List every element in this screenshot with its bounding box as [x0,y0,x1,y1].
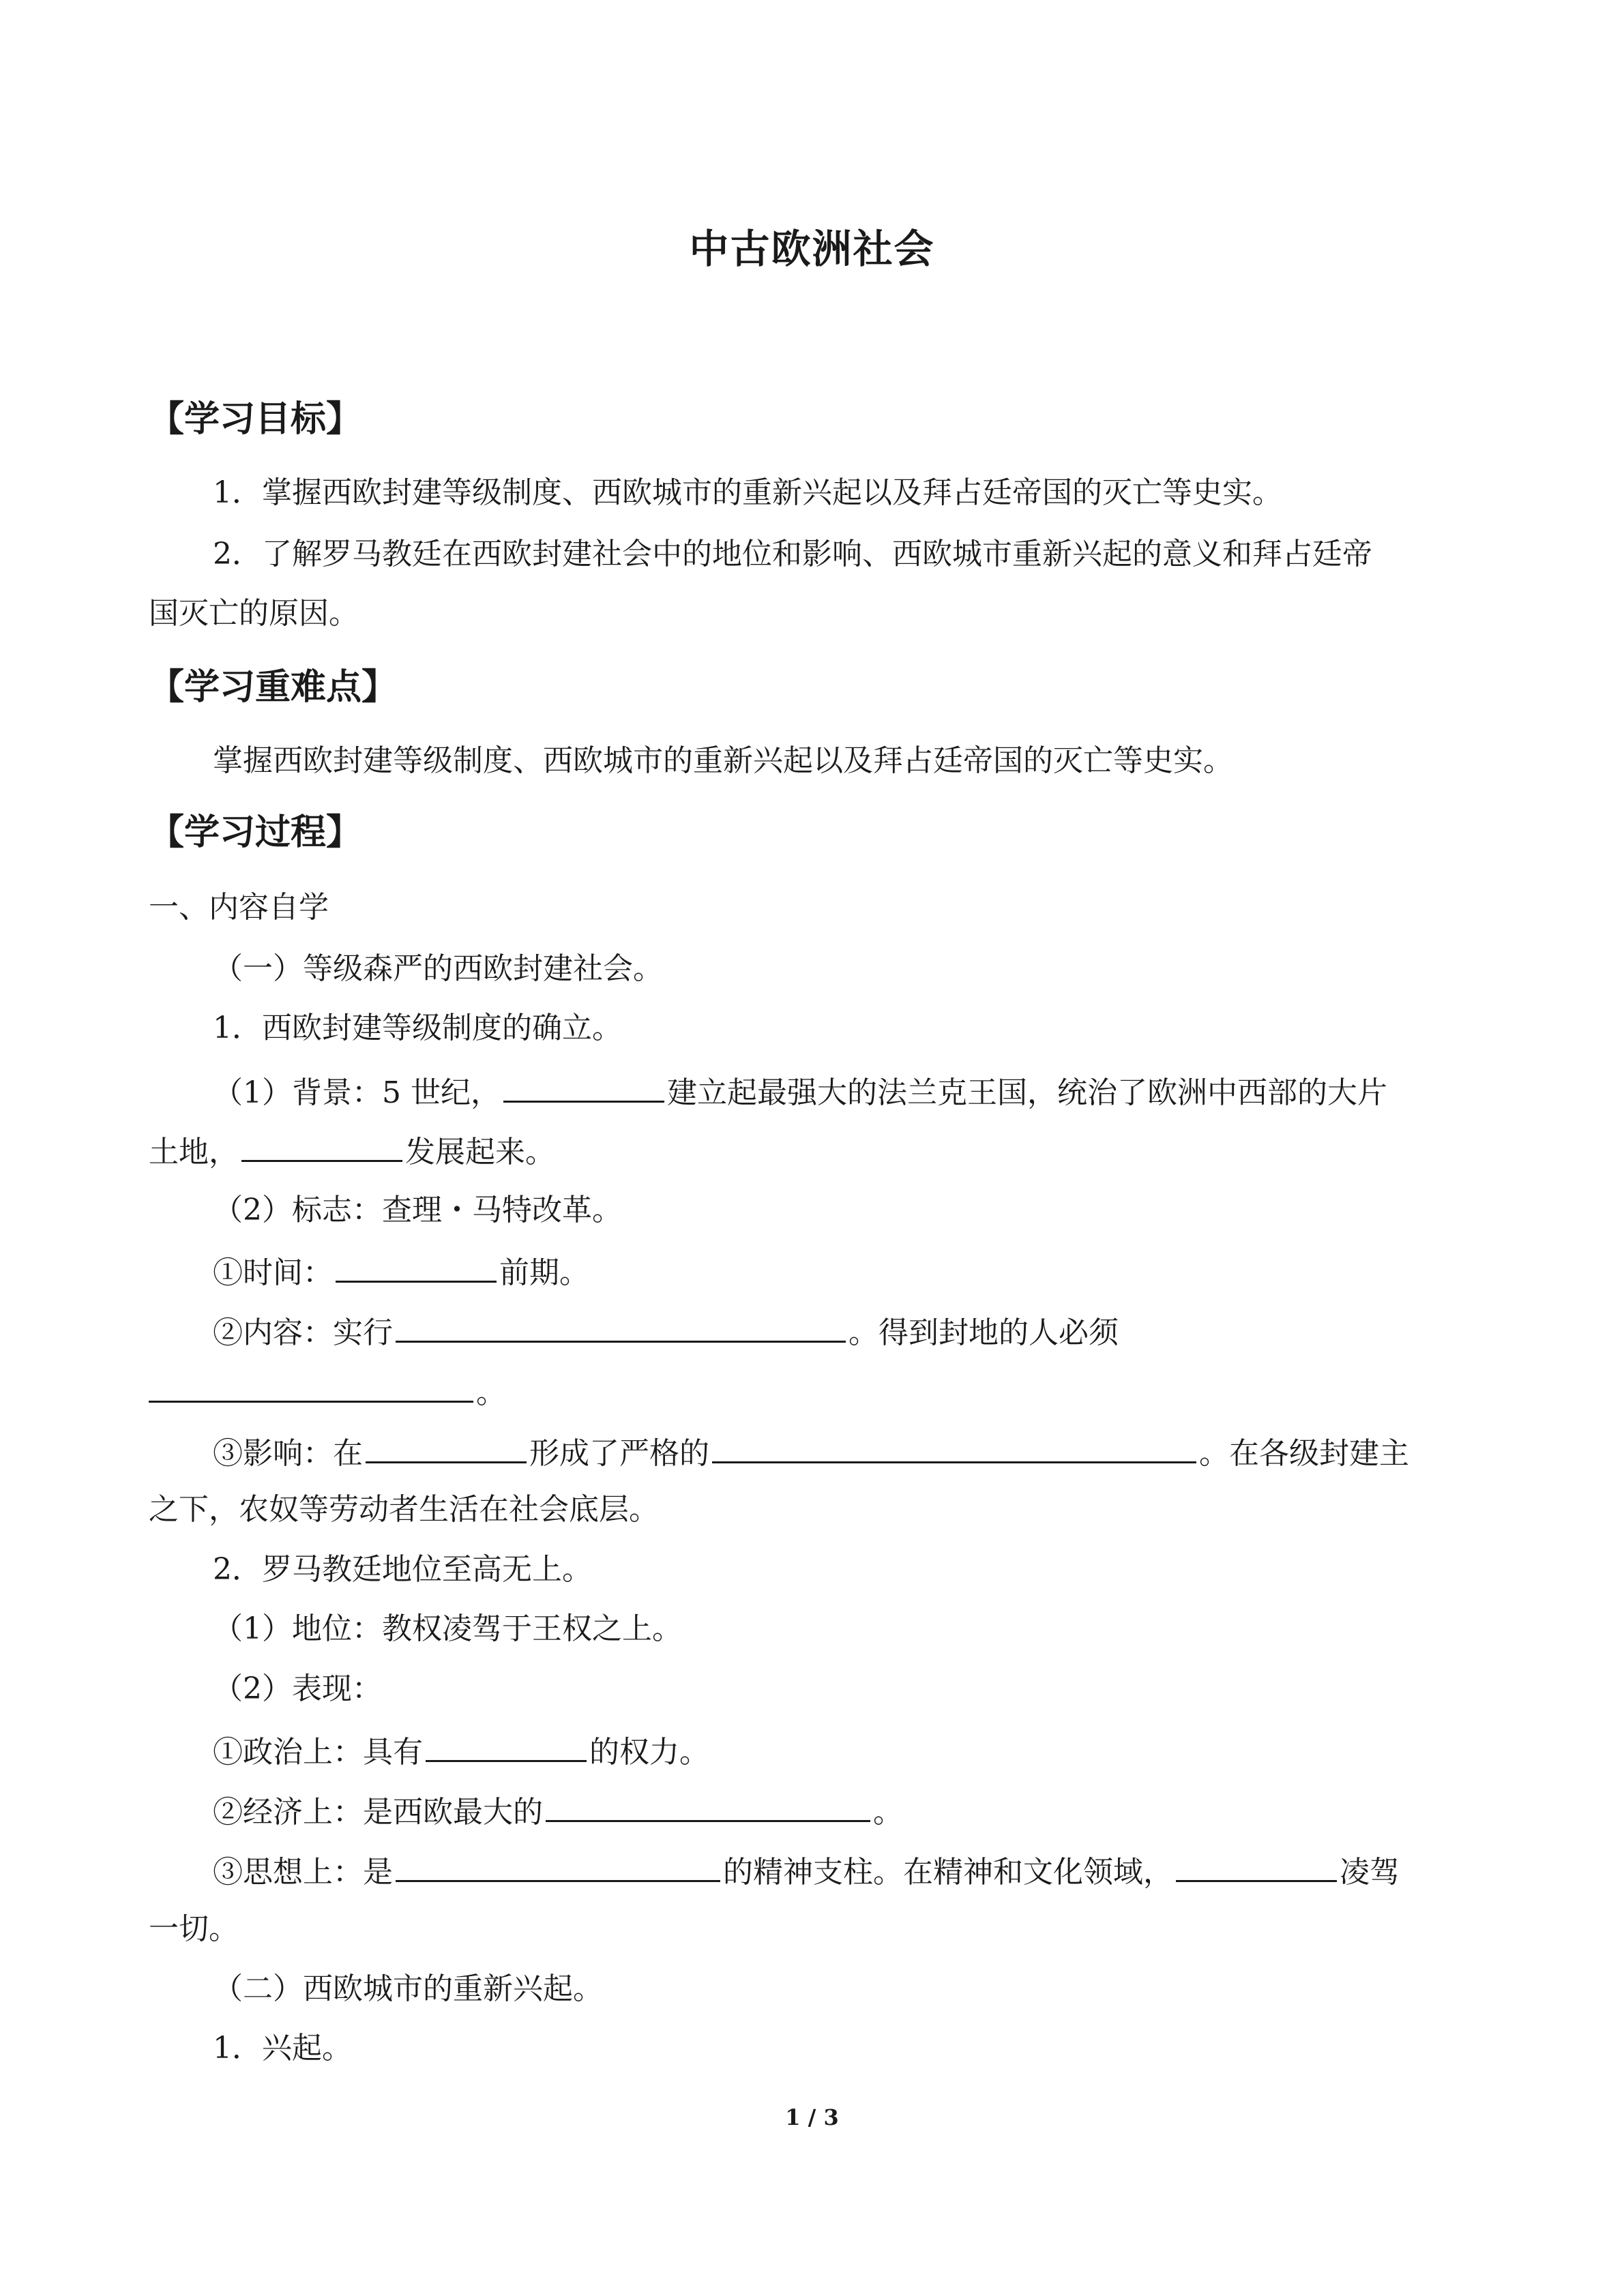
fill-blank-2[interactable] [241,1130,402,1162]
content-label: ②内容：实行 [213,1315,393,1350]
ideology-line-2: 一切。 [149,1911,239,1946]
background-text-2: 土地， [149,1135,239,1169]
fill-blank-11[interactable] [1176,1850,1337,1882]
goal-2-line-1: 2．了解罗马教廷在西欧封建社会中的地位和影响、西欧城市重新兴起的意义和拜占廷帝 [213,537,1372,571]
background-label: （1）背景：5 世纪， [213,1075,501,1110]
page-number: 1 / 3 [785,2104,839,2130]
effect-text-1: 形成了严格的 [529,1436,709,1471]
content-end: 。 [476,1375,506,1410]
ideology-text-1: 的精神支柱。在精神和文化领域， [723,1855,1173,1890]
politics-line [213,1730,709,1772]
effect-line-1 [213,1431,1409,1473]
sign-line: （2）标志：查理・马特改革。 [213,1193,622,1227]
time-text: 前期。 [499,1255,589,1290]
fill-blank-9[interactable] [546,1790,870,1822]
fill-blank-8[interactable] [426,1730,587,1762]
fill-blank-7[interactable] [712,1431,1196,1463]
fill-blank-6[interactable] [366,1431,527,1463]
economy-line [213,1790,903,1832]
heading-learning-goals: 【学习目标】 [149,399,362,440]
goal-2-line-2: 国灭亡的原因。 [149,596,359,631]
effect-text-2: 。在各级封建主 [1199,1436,1409,1471]
politics-label: ①政治上：具有 [213,1735,423,1770]
background-line-1 [213,1071,1387,1112]
heading-key-points: 【学习重难点】 [149,667,398,708]
part-1-label: 一、内容自学 [149,890,329,925]
item-3: 1．兴起。 [213,2031,352,2066]
fill-blank-4[interactable] [396,1311,846,1343]
key-points-text: 掌握西欧封建等级制度、西欧城市的重新兴起以及拜占廷帝国的灭亡等史实。 [213,743,1233,778]
fill-blank-5[interactable] [149,1371,473,1403]
content-line-2 [149,1371,506,1412]
status-line: （1）地位：教权凌驾于王权之上。 [213,1611,682,1646]
time-label: ①时间： [213,1255,333,1290]
content-line-1 [213,1311,1119,1352]
ideology-label: ③思想上：是 [213,1855,393,1890]
background-line-2 [149,1130,555,1172]
politics-text: 的权力。 [589,1735,709,1770]
ideology-line-1 [213,1850,1400,1892]
fill-blank-3[interactable] [336,1251,497,1283]
item-1: 1．西欧封建等级制度的确立。 [213,1011,622,1045]
economy-label: ②经济上：是西欧最大的 [213,1795,543,1830]
goal-1: 1．掌握西欧封建等级制度、西欧城市的重新兴起以及拜占廷帝国的灭亡等史实。 [213,475,1282,510]
sub-section-2: （二）西欧城市的重新兴起。 [213,1971,603,2006]
effect-label: ③影响：在 [213,1436,363,1471]
performance-line: （2）表现： [213,1671,382,1706]
item-2: 2．罗马教廷地位至高无上。 [213,1552,592,1587]
time-line [213,1251,589,1292]
sub-section-1: （一）等级森严的西欧封建社会。 [213,951,663,986]
economy-text: 。 [873,1795,903,1830]
background-text-3: 发展起来。 [405,1135,555,1169]
page-title: 中古欧洲社会 [689,226,935,272]
fill-blank-10[interactable] [396,1850,720,1882]
background-text: 建立起最强大的法兰克王国，统治了欧洲中西部的大片 [666,1075,1387,1110]
effect-line-2: 之下，农奴等劳动者生活在社会底层。 [149,1492,659,1527]
heading-learning-process: 【学习过程】 [149,812,362,853]
ideology-text-2: 凌驾 [1340,1855,1400,1890]
fill-blank-1[interactable] [503,1071,664,1103]
content-text: 。得到封地的人必须 [848,1315,1119,1350]
